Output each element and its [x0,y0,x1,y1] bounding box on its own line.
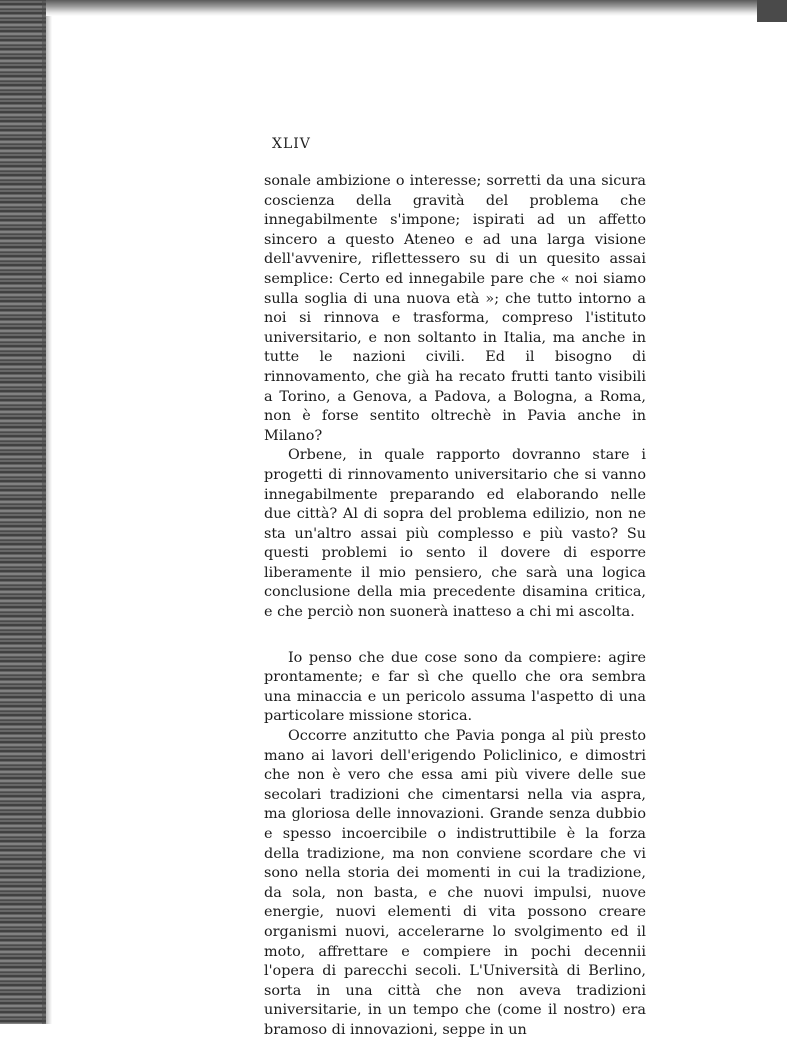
paragraph-1: sonale ambizione o interesse; sorretti da una sicura coscienza della gravità del problema che innegabilmente s'impone; ispirati ad un affetto sincero a questo Ateneo e ad una larga visione dell'avvenire, riflettessero su di un quesito assai semplice: Certo ed innegabile pare che « noi siamo sulla soglia di una nuova età »; che tutto intorno a noi si rinnova e trasforma, compreso l'istituto universitario, e non soltanto in Italia, ma anche in tutte le nazioni civili. Ed il bisogno di rinnovamento, che già ha recato frutti tanto visibili a Torino, a Genova, a Padova, a Bologna, a Roma, non è forse sentito oltrechè in Pavia anche in Milano? [264,173,646,444]
body-text [264,172,646,1041]
paragraph-4: Occorre anzitutto che Pavia ponga al più presto mano ai lavori dell'erigendo Policlinico, e dimostri che non è vero che essa ami più vivere delle sue secolari tradizioni che cimentarsi nella via aspra, ma gloriosa delle innovazioni. Grande senza dubbio e spesso incoercibile o indistruttibile è la forza della tradizione, ma non conviene scordare che vi sono nella storia dei momenti in cui la tradizione, da sola, non basta, e che nuovi impulsi, nuove energie, nuovi elementi di vita possono creare organismi nuovi, accelerarne lo svolgimento ed il moto, affrettare e compiere in pochi decennii l'opera di parecchi secoli. L'Università di Berlino, sorta in una città che non aveva tradizioni universitarie, in un tempo che (come il nostro) era bramoso di innovazioni, seppe in un [264,728,646,1038]
page-number: XLIV [272,136,311,152]
scan-binding-edge [0,0,46,1024]
paragraph-3: Io penso che due cose sono da compiere: agire prontamente; e far sì che quello che ora sembra una minaccia e un pericolo assuma l'aspetto di una particolare missione storica. [264,649,646,725]
scan-top-edge [46,0,787,16]
paragraph-2: Orbene, in quale rapporto dovranno stare i progetti di rinnovamento universitario che si vanno innegabilmente preparando ed elaborando nelle due città? Al di sopra del problema edilizio, non ne sta un'altro assai più complesso e più vasto? Su questi problemi io sento il dovere di esporre liberamente il mio pensiero, che sarà una logica conclusione della mia precedente disamina critica, e che perciò non suonerà inatteso a chi mi ascolta. [264,447,646,621]
scan-corner-mark [757,0,787,22]
